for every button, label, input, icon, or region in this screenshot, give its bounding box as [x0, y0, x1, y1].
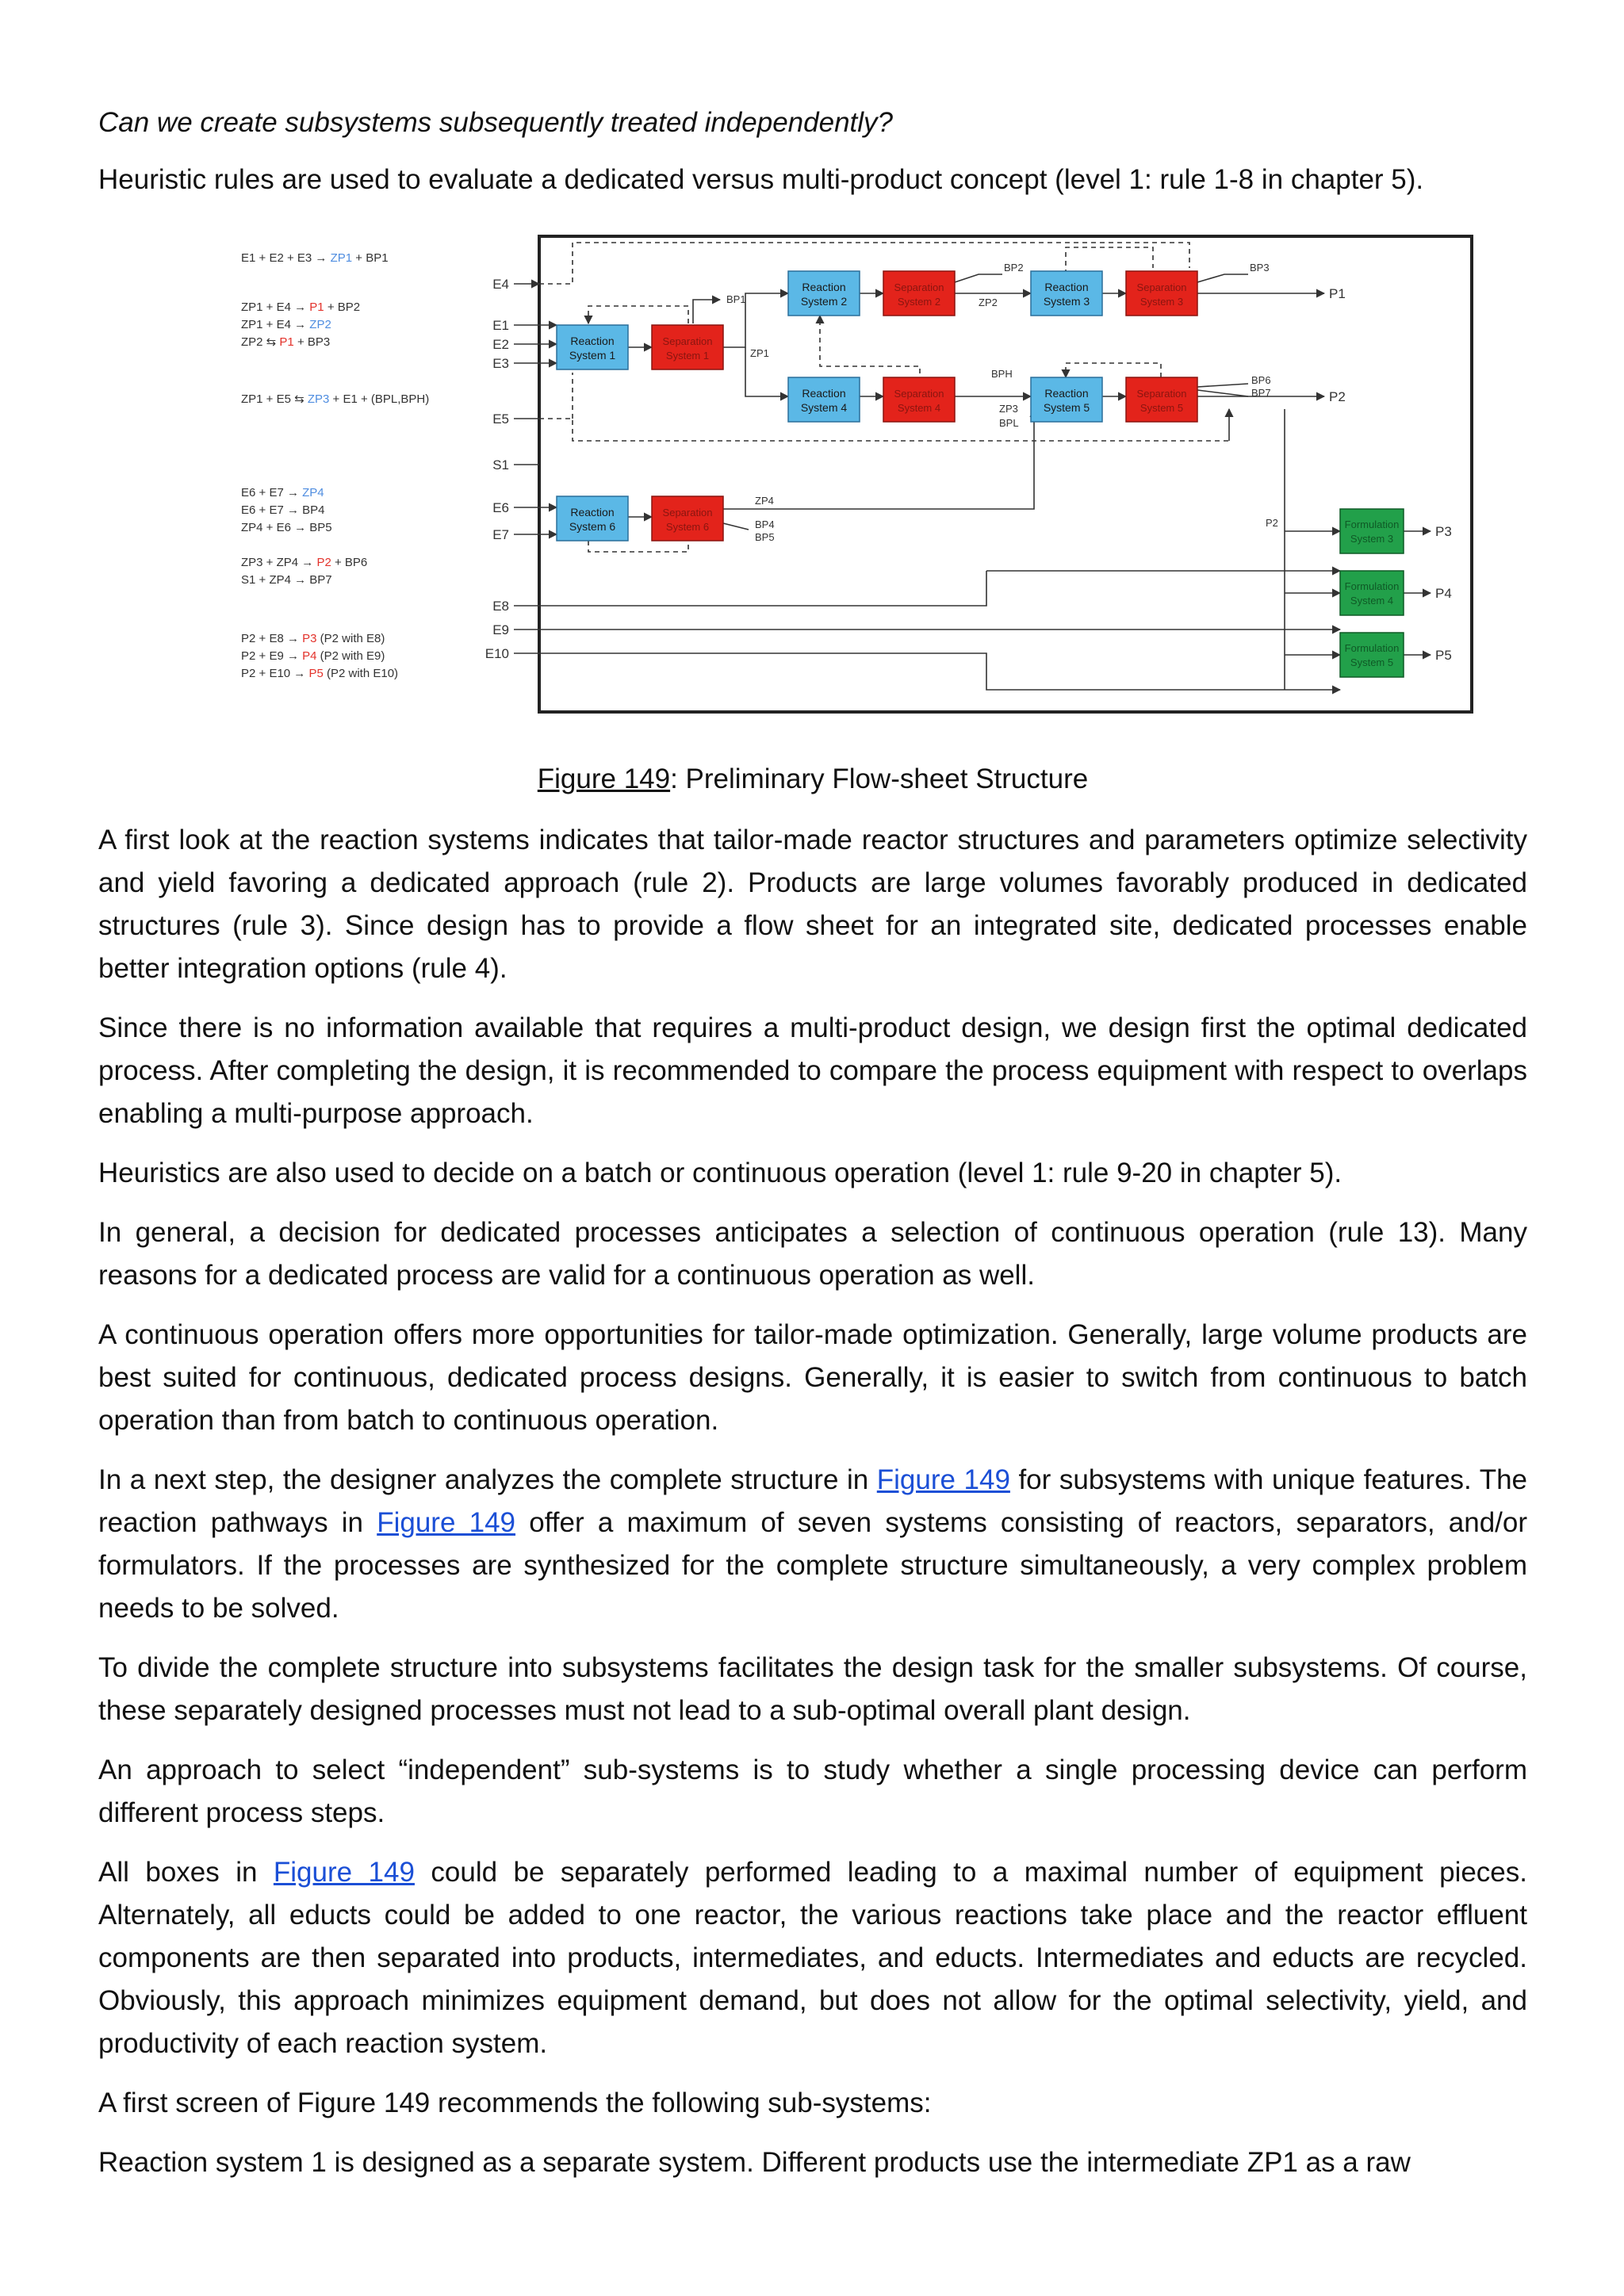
formulation-box — [1340, 633, 1404, 677]
reaction-box-label: Reaction — [570, 335, 615, 347]
reaction-equations — [241, 251, 429, 680]
separation-box-label: System 6 — [665, 521, 710, 533]
input-label: E8 — [492, 599, 509, 614]
reaction-eq: E6 + E7 → BP4 — [241, 503, 325, 517]
stream-label: ZP1 — [750, 347, 769, 359]
input-label: E1 — [492, 318, 509, 333]
input-labels — [485, 277, 509, 661]
reaction-box — [788, 377, 860, 422]
paragraph-text: for subsystems with unique features. The reaction pathways in — [98, 1464, 1527, 1538]
output-label: P3 — [1435, 524, 1452, 539]
formulation-box-label: Formulation — [1344, 642, 1400, 654]
formulation-box-label: Formulation — [1344, 519, 1400, 530]
paragraph-text: offer a maximum of seven systems consisting of reactors, separators, and/or formulators. If the processes are synthesized for the complete structure simultaneously, a very complex problem needs to be solved. — [98, 1507, 1527, 1624]
reaction-eq: P2 + E10 → P5 (P2 with E10) — [241, 667, 399, 680]
reaction-eq: P2 + E8 → P3 (P2 with E8) — [241, 632, 385, 645]
separation-box-label: Separation — [662, 335, 713, 347]
separation-box-label: Separation — [1136, 281, 1187, 293]
figure-149-link[interactable]: Figure 149 — [377, 1507, 516, 1538]
flowsheet-figure — [241, 230, 1478, 729]
reaction-eq: ZP1 + E4 → ZP2 — [241, 318, 331, 331]
separation-box — [1126, 271, 1197, 316]
output-label: P1 — [1329, 286, 1346, 301]
stream-label: BP5 — [755, 531, 775, 543]
separation-box-label: Separation — [662, 507, 713, 519]
stream-label: BP2 — [1004, 262, 1024, 274]
separation-box-label: Separation — [894, 388, 944, 400]
stream-label: ZP3 — [999, 403, 1018, 415]
separation-box — [883, 271, 955, 316]
paragraph: A first screen of Figure 149 recommends the following sub-systems: — [98, 2087, 932, 2118]
input-label: E10 — [485, 646, 509, 661]
stream-label: ZP2 — [979, 297, 998, 308]
body-text — [98, 819, 1527, 2184]
figure-caption — [98, 758, 1527, 801]
reaction-box-label: Reaction — [802, 387, 846, 400]
separation-box-label: System 3 — [1139, 296, 1184, 308]
separation-box-label: Separation — [894, 281, 944, 293]
formulation-box — [1340, 509, 1404, 553]
stream-label: BP1 — [726, 293, 746, 305]
input-label: E4 — [492, 277, 509, 292]
formulation-box-label: System 3 — [1350, 533, 1394, 545]
paragraph: Reaction system 1 is designed as a separate system. Different products use the intermediate ZP1 as a raw — [98, 2147, 1411, 2178]
separation-box — [883, 377, 955, 422]
reaction-eq: E1 + E2 + E3 → ZP1 + BP1 — [241, 251, 389, 265]
intro-question: Can we create subsystems subsequently treated independently? — [98, 107, 893, 138]
paragraph-text: All boxes in — [98, 1857, 274, 1888]
reaction-box-label: Reaction — [1044, 387, 1089, 400]
input-label: E7 — [492, 527, 509, 542]
formulation-boxes — [1340, 509, 1404, 677]
input-label: S1 — [492, 457, 509, 473]
separation-box-label: System 1 — [665, 350, 710, 362]
reaction-eq: P2 + E9 → P4 (P2 with E9) — [241, 649, 385, 663]
stream-label: BP4 — [755, 519, 775, 530]
input-label: E6 — [492, 500, 509, 515]
reaction-eq: ZP1 + E5 ⇆ ZP3 + E1 + (BPL,BPH) — [241, 392, 430, 406]
reaction-eq: ZP4 + E6 → BP5 — [241, 521, 332, 534]
separation-box-label: System 2 — [897, 296, 941, 308]
input-label: E9 — [492, 622, 509, 637]
stream-label: BP6 — [1251, 374, 1271, 386]
stream-label: BPH — [991, 368, 1013, 380]
paragraph: To divide the complete structure into subsystems facilitates the design task for the smaller subsystems. Of course, these separately designed processes must not lead to a sub-optimal overall plant design. — [98, 1652, 1527, 1726]
reaction-box-label: Reaction — [802, 281, 846, 293]
formulation-box — [1340, 571, 1404, 615]
reaction-box-label: System 5 — [1043, 401, 1090, 414]
caption-text: : Preliminary Flow-sheet Structure — [670, 763, 1089, 794]
stream-label: ZP4 — [755, 495, 774, 507]
paragraph — [98, 1459, 1527, 1630]
reaction-box-label: System 6 — [569, 520, 616, 533]
stream-label: BP3 — [1250, 262, 1270, 274]
figure-149-link[interactable]: Figure 149 — [273, 1857, 415, 1888]
separation-box — [652, 496, 723, 541]
caption-figure-label: Figure 149 — [537, 763, 671, 794]
input-label: E3 — [492, 356, 509, 371]
diagram-frame — [539, 236, 1472, 712]
paragraph: A first look at the reaction systems indicates that tailor-made reactor structures and parameters optimize selectivity and yield favoring a dedicated approach (rule 2). Products are large volumes favorably produced in dedicated structures (rule 3). Since design has to provide a flow sheet for an integrated site, dedicated processes enable better integration options (rule 4). — [98, 825, 1527, 984]
separation-box-label: System 5 — [1139, 402, 1184, 414]
separation-box — [652, 325, 723, 369]
reaction-eq: S1 + ZP4 → BP7 — [241, 573, 332, 587]
intro-heuristic: Heuristic rules are used to evaluate a dedicated versus multi-product concept (level 1: rule 1-8 in chapter 5). — [98, 164, 1424, 195]
reaction-box-label: System 3 — [1043, 295, 1090, 308]
paragraph: Since there is no information available that requires a multi-product design, we design first the optimal dedicated process. After completing the design, it is recommended to compare the process equipment with respect to overlaps enabling a multi-purpose approach. — [98, 1012, 1527, 1129]
stream-label: BP7 — [1251, 387, 1271, 399]
separation-box-label: Separation — [1136, 388, 1187, 400]
reaction-box — [557, 496, 628, 541]
stream-label: P2 — [1266, 517, 1278, 529]
reaction-box-label: System 2 — [800, 295, 848, 308]
paragraph-text: In a next step, the designer analyzes the complete structure in — [98, 1464, 877, 1495]
paragraph: An approach to select “independent” sub-systems is to study whether a single processing device can perform different process steps. — [98, 1755, 1527, 1828]
reaction-eq: ZP3 + ZP4 → P2 + BP6 — [241, 556, 368, 569]
formulation-box-label: Formulation — [1344, 580, 1400, 592]
reaction-eq: ZP2 ⇆ P1 + BP3 — [241, 335, 331, 349]
output-label: P4 — [1435, 586, 1452, 601]
reaction-eq: E6 + E7 → ZP4 — [241, 486, 324, 499]
reaction-eq: ZP1 + E4 → P1 + BP2 — [241, 300, 361, 314]
reaction-box-label: Reaction — [1044, 281, 1089, 293]
reaction-box — [788, 271, 860, 316]
reaction-box — [1031, 271, 1102, 316]
formulation-box-label: System 4 — [1350, 595, 1394, 607]
reaction-box-label: System 1 — [569, 349, 616, 362]
reaction-box-label: Reaction — [570, 506, 615, 519]
paragraph: In general, a decision for dedicated processes anticipates a selection of continuous operation (rule 13). Many reasons for a dedicated process are valid for a continuous operation as well. — [98, 1217, 1527, 1291]
paragraph-text: could be separately performed leading to a maximal number of equipment pieces. Alternately, all educts could be added to one reactor, the various reactions take place and the reactor effluent components are then separated into products, intermediates, and educts. Intermediates and educts are recycled. Obviously, this approach minimizes equipment demand, but does not allow for the optimal selectivity, yield, and productivity of each reaction system. — [98, 1857, 1527, 2059]
stream-label: BPL — [999, 417, 1019, 429]
output-label: P2 — [1329, 389, 1346, 404]
input-label: E5 — [492, 411, 509, 427]
input-label: E2 — [492, 337, 509, 352]
figure-149-link[interactable]: Figure 149 — [876, 1464, 1010, 1495]
paragraph: Heuristics are also used to decide on a batch or continuous operation (level 1: rule 9-20 in chapter 5). — [98, 1158, 1342, 1188]
reaction-box — [557, 325, 628, 369]
separation-box — [1126, 377, 1197, 422]
reaction-box — [1031, 377, 1102, 422]
paragraph: A continuous operation offers more opportunities for tailor-made optimization. Generally, large volume products are best suited for continuous, dedicated process designs. Generally, it is easier to switch from continuous to batch operation than from batch to continuous operation. — [98, 1319, 1527, 1436]
reaction-box-label: System 4 — [800, 401, 848, 414]
paragraph — [98, 1851, 1527, 2065]
output-label: P5 — [1435, 648, 1452, 663]
formulation-box-label: System 5 — [1350, 656, 1394, 668]
separation-box-label: System 4 — [897, 402, 941, 414]
